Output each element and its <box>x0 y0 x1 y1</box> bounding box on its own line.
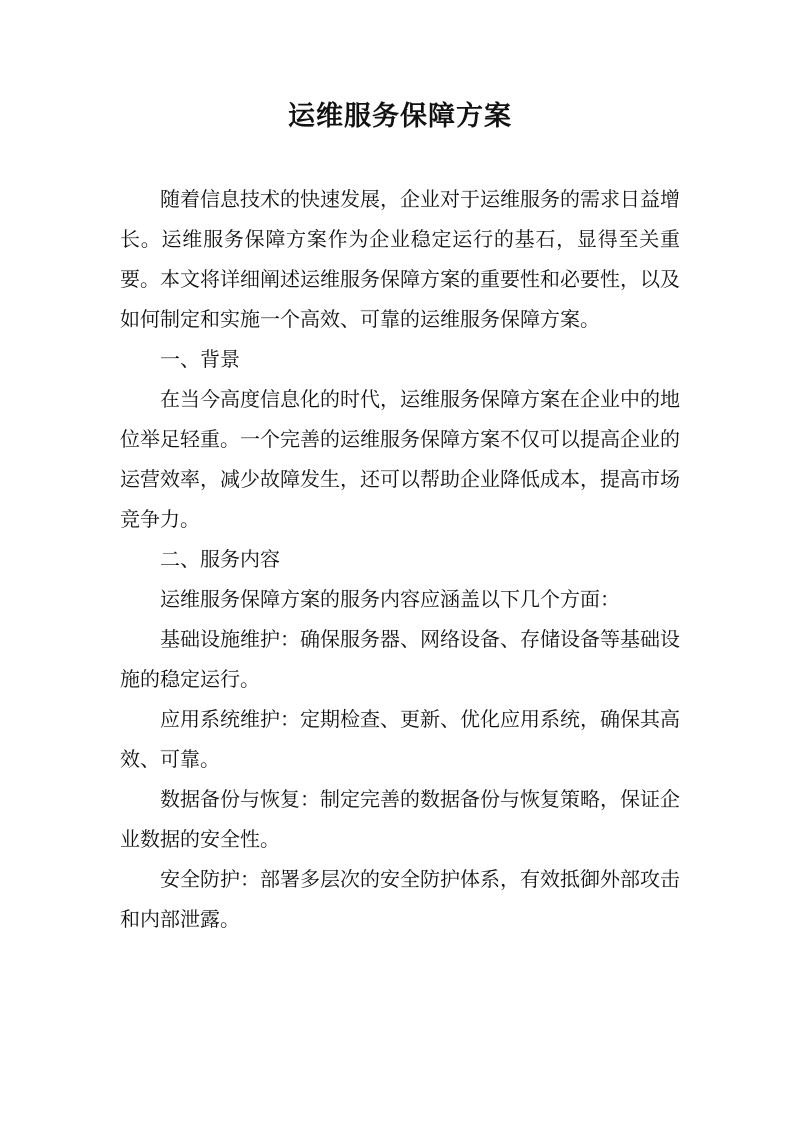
service-item-backup: 数据备份与恢复：制定完善的数据备份与恢复策略，保证企业数据的安全性。 <box>120 787 680 851</box>
service-item-application: 应用系统维护：定期检查、更新、优化应用系统，确保其高效、可靠。 <box>120 707 680 771</box>
service-item-security: 安全防护：部署多层次的安全防护体系，有效抵御外部攻击和内部泄露。 <box>120 867 680 931</box>
background-paragraph: 在当今高度信息化的时代，运维服务保障方案在企业中的地位举足轻重。一个完善的运维服务保障方案不仅可以提高企业的运营效率，减少故障发生，还可以帮助企业降低成本，提高市场竞争力。 <box>120 387 680 531</box>
service-item-infrastructure: 基础设施维护：确保服务器、网络设备、存储设备等基础设施的稳定运行。 <box>120 627 680 691</box>
document-body <box>120 179 680 939</box>
service-content-intro: 运维服务保障方案的服务内容应涵盖以下几个方面： <box>160 587 620 611</box>
intro-paragraph: 随着信息技术的快速发展，企业对于运维服务的需求日益增长。运维服务保障方案作为企业稳定运行的基石，显得至关重要。本文将详细阐述运维服务保障方案的重要性和必要性，以及如何制定和实施一个高效、可靠的运维服务保障方案。 <box>120 187 680 331</box>
document-title: 运维服务保障方案 <box>288 101 512 132</box>
section-heading-background: 一、背景 <box>160 347 240 371</box>
section-heading-service-content: 二、服务内容 <box>160 547 280 571</box>
